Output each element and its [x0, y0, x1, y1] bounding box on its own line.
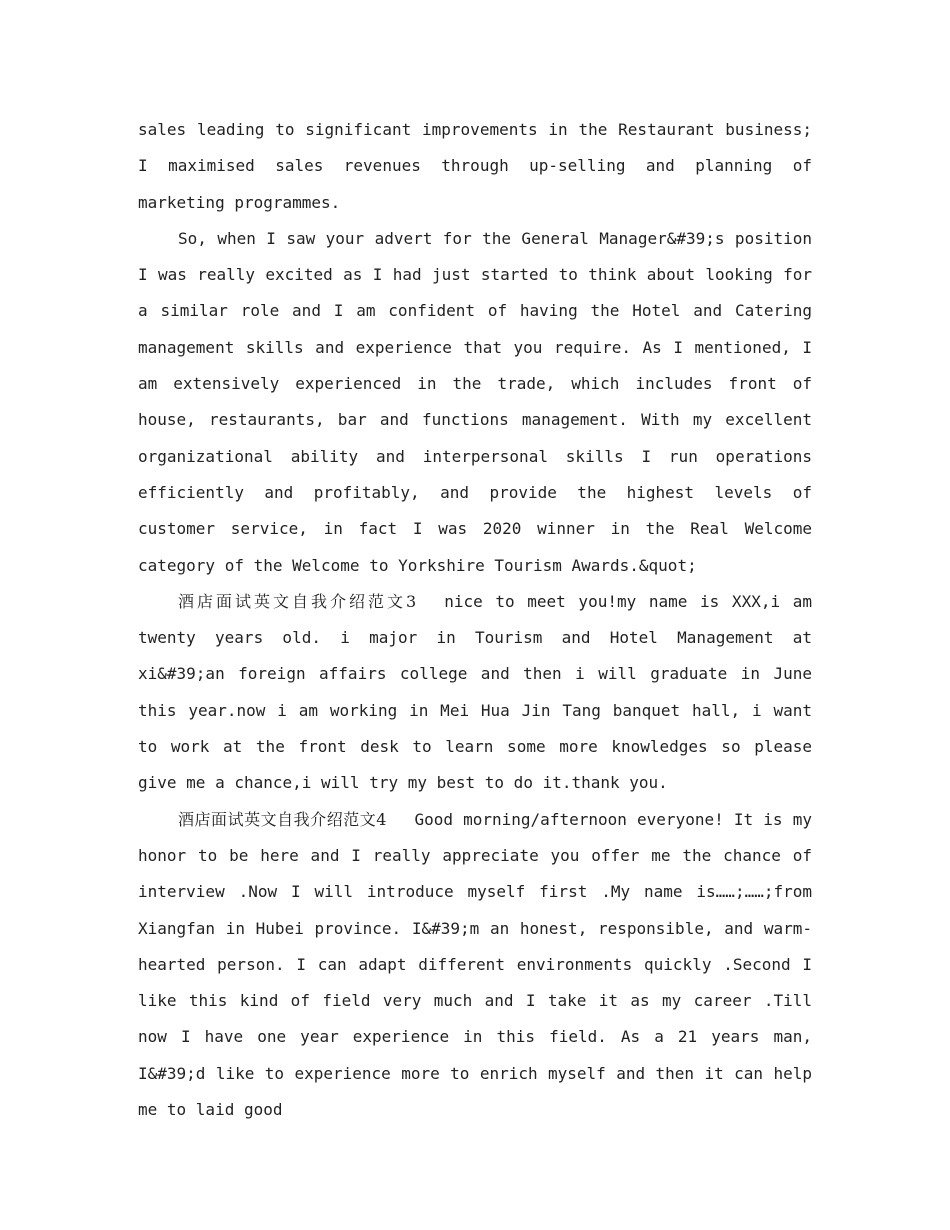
document-body: [138, 112, 812, 1128]
paragraph-text: So, when I saw your advert for the General Manager&#39;s position I was really excited as I had just started to think about looking for a similar role and I am confident of having the Hotel and Catering management skills and experience that you require. As I mentioned, I am extensively experienced in the trade, which includes front of house, restaurants, bar and functions management. With my excellent organizational ability and interpersonal skills I run operations efficiently and profitably, and provide the highest levels of customer service, in fact I was 2020 winner in the Real Welcome category of the Welcome to Yorkshire Tourism Awards.&quot;: [138, 228, 812, 575]
section-heading: 酒店面试英文自我介绍范文3: [178, 591, 417, 611]
paragraph-text: Good morning/afternoon everyone! It is my honor to be here and I really appreciate you offer me the chance of interview .Now I will introduce myself first .My name is……;……;from Xiangfan in Hubei province. I&#39;m an honest, responsible, and warm-hearted person. I can adapt different environments quickly .Second I like this kind of field very much and I take it as my career .Till now I have one year experience in this field. As a 21 years man, I&#39;d like to experience more to enrich myself and then it can help me to laid good: [138, 809, 812, 1120]
paragraph-4: [138, 802, 812, 1129]
paragraph-text: sales leading to significant improvements in the Restaurant business; I maximised sales revenues through up-selling and planning of marketing programmes.: [138, 120, 812, 212]
paragraph-1: [138, 112, 812, 221]
section-heading: 酒店面试英文自我介绍范文4: [178, 809, 387, 829]
paragraph-text: nice to meet you!my name is XXX,i am twenty years old. i major in Tourism and Hotel Management at xi&#39;an foreign affairs college and then i will graduate in June this year.now i am working in Mei Hua Jin Tang banquet hall, i want to work at the front desk to learn some more knowledges so please give me a chance,i will try my best to do it.thank you.: [138, 591, 812, 793]
paragraph-2: [138, 221, 812, 584]
paragraph-3: [138, 584, 812, 802]
